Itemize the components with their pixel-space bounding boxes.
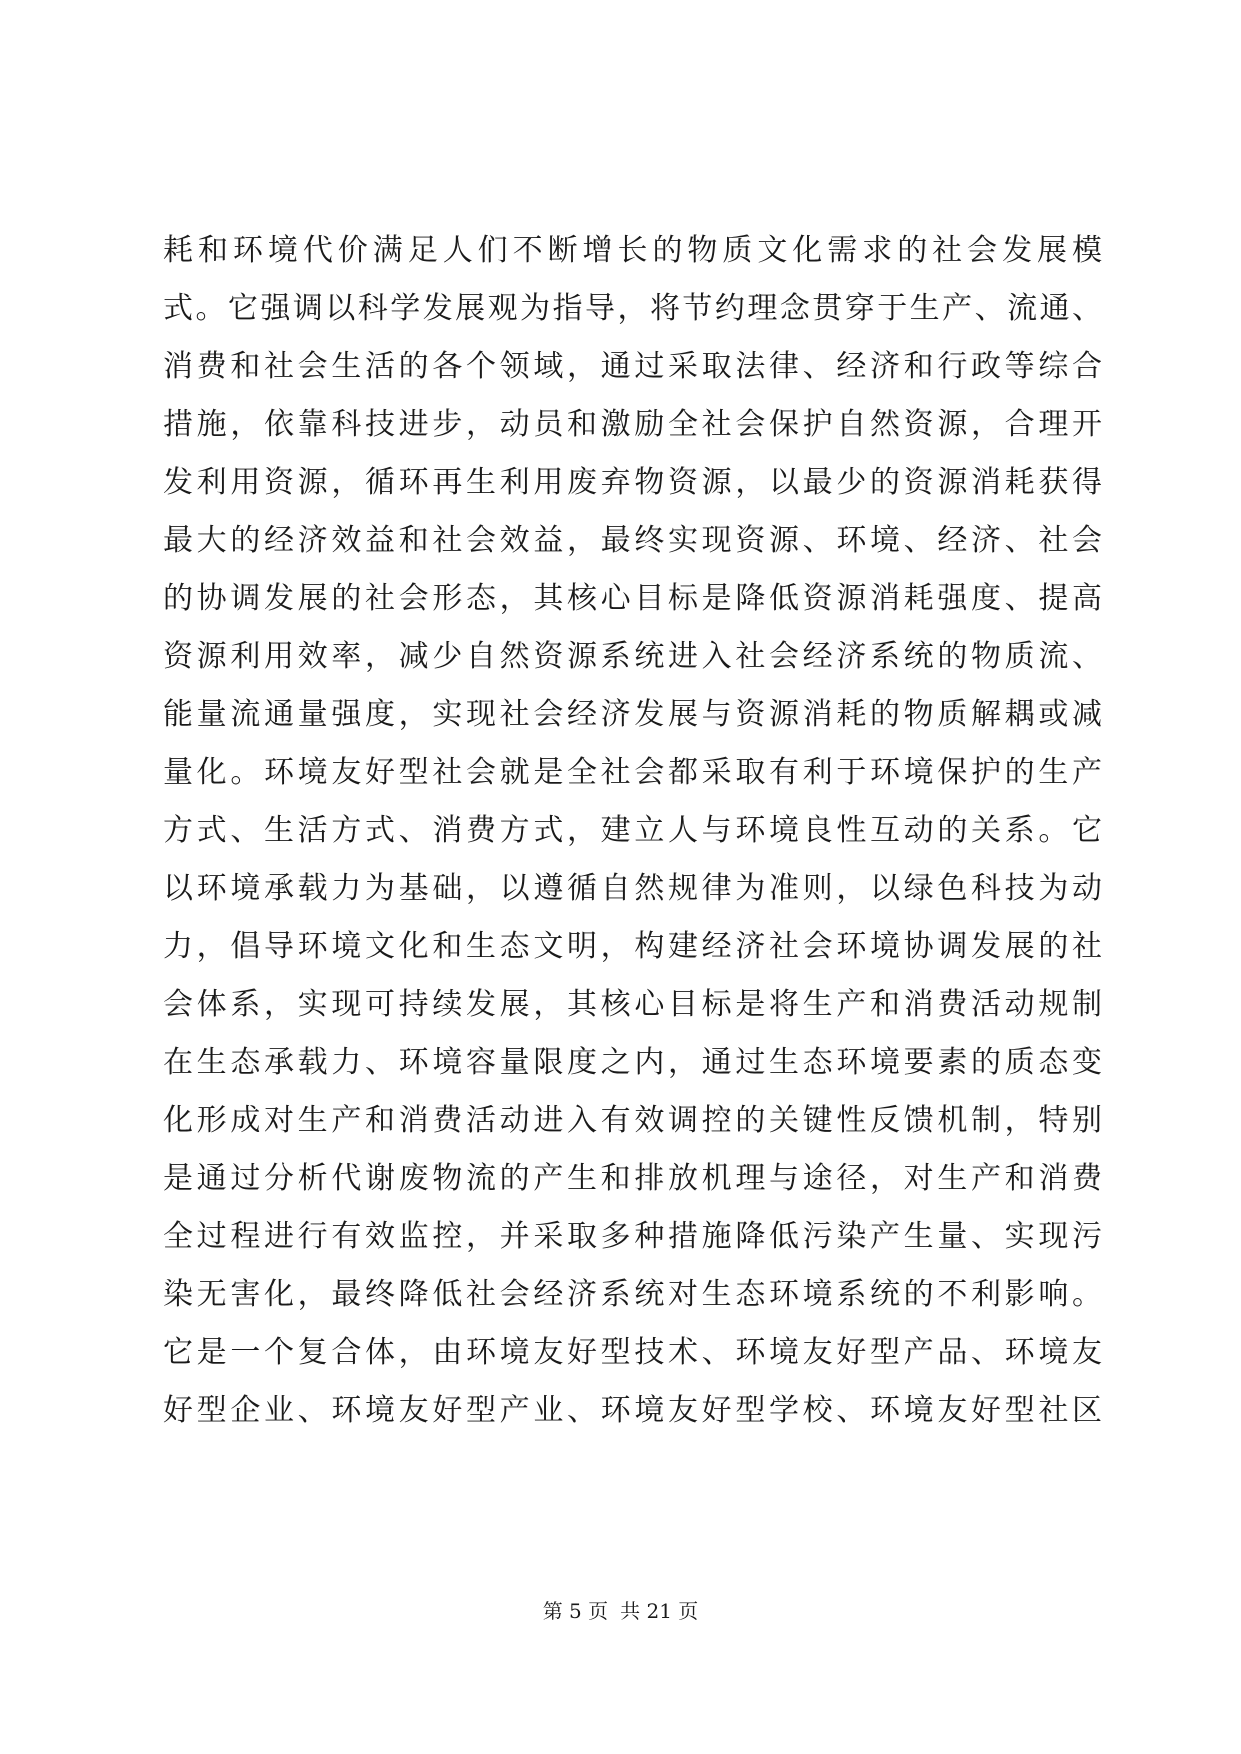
text-line: 发利用资源，循环再生利用废弃物资源，以最少的资源消耗获得	[163, 465, 1103, 500]
text-line: 以环境承载力为基础，以遵循自然规律为准则，以绿色科技为动	[163, 871, 1103, 906]
text-line: 会体系，实现可持续发展，其核心目标是将生产和消费活动规制	[163, 987, 1103, 1022]
text-line: 最大的经济效益和社会效益，最终实现资源、环境、经济、社会	[163, 523, 1103, 558]
text-line: 能量流通量强度，实现社会经济发展与资源消耗的物质解耦或减	[163, 697, 1103, 732]
text-line: 在生态承载力、环境容量限度之内，通过生态环境要素的质态变	[163, 1045, 1103, 1080]
text-line: 它是一个复合体，由环境友好型技术、环境友好型产品、环境友	[163, 1335, 1103, 1370]
text-line: 式。它强调以科学发展观为指导，将节约理念贯穿于生产、流通、	[163, 291, 1103, 326]
text-line: 染无害化，最终降低社会经济系统对生态环境系统的不利影响。	[163, 1277, 1103, 1312]
page-number: 第 5 页	[542, 1599, 609, 1623]
text-line: 消费和社会生活的各个领域，通过采取法律、经济和行政等综合	[163, 349, 1103, 384]
text-line: 化形成对生产和消费活动进入有效调控的关键性反馈机制，特别	[163, 1103, 1103, 1138]
text-line: 量化。环境友好型社会就是全社会都采取有利于环境保护的生产	[163, 755, 1103, 790]
page-total: 共 21 页	[620, 1599, 699, 1623]
text-line: 是通过分析代谢废物流的产生和排放机理与途径，对生产和消费	[163, 1161, 1103, 1196]
text-line: 力，倡导环境文化和生态文明，构建经济社会环境协调发展的社	[163, 929, 1103, 964]
page-footer	[0, 1597, 1241, 1625]
text-line: 全过程进行有效监控，并采取多种措施降低污染产生量、实现污	[163, 1219, 1103, 1254]
text-line: 的协调发展的社会形态，其核心目标是降低资源消耗强度、提高	[163, 581, 1103, 616]
text-line: 耗和环境代价满足人们不断增长的物质文化需求的社会发展模	[163, 233, 1103, 268]
text-line: 资源利用效率，减少自然资源系统进入社会经济系统的物质流、	[163, 639, 1103, 674]
body-text	[163, 222, 1103, 1440]
text-line: 好型企业、环境友好型产业、环境友好型学校、环境友好型社区	[163, 1393, 1103, 1428]
text-line: 措施，依靠科技进步，动员和激励全社会保护自然资源，合理开	[163, 407, 1103, 442]
text-line: 方式、生活方式、消费方式，建立人与环境良性互动的关系。它	[163, 813, 1103, 848]
